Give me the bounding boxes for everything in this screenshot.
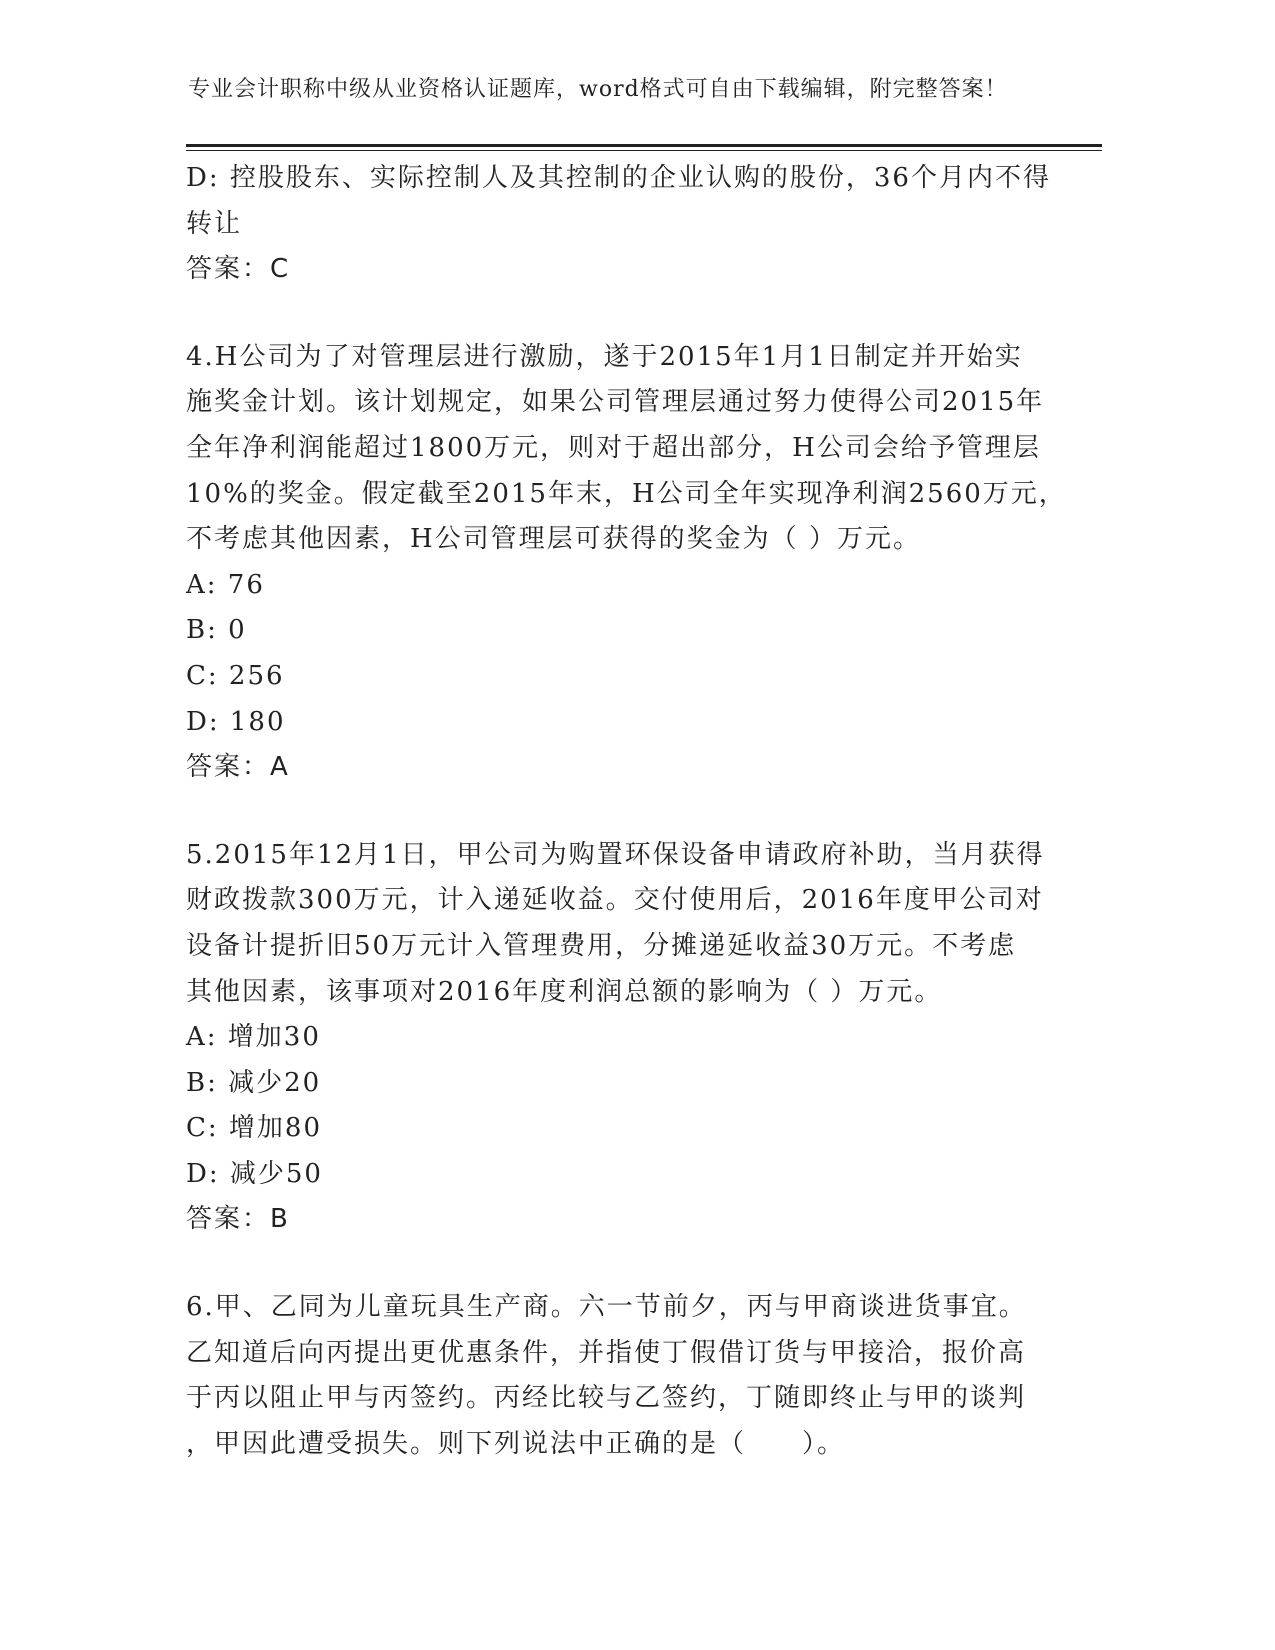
question-block [186,833,1066,1243]
document-body [186,156,1066,1467]
answer-line: 答案：B [186,1204,290,1235]
text-line: D: 控股股东、实际控制人及其控制的企业认购的股份，36个月内不得 [186,163,1051,193]
question-text-line: 设备计提折旧50万元计入管理费用，分摊递延收益30万元。不考虑 [186,930,1017,961]
option-line: A: 76 [186,569,265,600]
question-block [186,156,1066,293]
option-line: D: 减少50 [186,1158,323,1189]
page-header: 专业会计职称中级从业资格认证题库，word格式可自由下载编辑，附完整答案！ [188,77,1008,102]
spacer [186,293,1066,335]
option-line: B: 0 [186,615,247,646]
option-line: D: 180 [186,706,286,737]
option-line: A: 增加30 [186,1022,321,1053]
answer-line: 答案：C [186,254,291,285]
question-text-line: 不考虑其他因素，H公司管理层可获得的奖金为（ ）万元。 [186,524,921,555]
question-text-line: 乙知道后向丙提出更优惠条件，并指使丁假借订货与甲接洽，报价高 [186,1337,1027,1368]
question-text-line: 6.甲、乙同为儿童玩具生产商。六一节前夕，丙与甲商谈进货事宜。 [186,1292,1027,1323]
header-divider [186,144,1102,147]
question-text-line: 全年净利润能超过1800万元，则对于超出部分，H公司会给予管理层 [186,432,1041,463]
spacer [186,791,1066,833]
question-block [186,335,1066,791]
question-text-line: 10%的奖金。假定截至2015年末，H公司全年实现净利润2560万元， [186,478,1067,509]
question-text-line: 其他因素，该事项对2016年度利润总额的影响为（ ）万元。 [186,976,943,1007]
question-text-line: 施奖金计划。该计划规定，如果公司管理层通过努力使得公司2015年 [186,387,1045,418]
question-block [186,1285,1066,1467]
spacer [186,1243,1066,1285]
question-text-line: 5.2015年12月1日，甲公司为购置环保设备申请政府补助，当月获得 [186,839,1045,870]
option-line: C: 256 [186,660,285,691]
question-text-line: ，甲因此遭受损失。则下列说法中正确的是（ ）。 [186,1428,846,1459]
text-line: 转让 [186,208,243,239]
question-text-line: 4.H公司为了对管理层进行激励，遂于2015年1月1日制定并开始实 [186,341,1023,372]
question-text-line: 财政拨款300万元，计入递延收益。交付使用后，2016年度甲公司对 [186,885,1044,916]
option-line: C: 增加80 [186,1113,323,1144]
option-line: B: 减少20 [186,1067,322,1098]
question-text-line: 于丙以阻止甲与丙签约。丙经比较与乙签约，丁随即终止与甲的谈判 [186,1383,1027,1414]
answer-line: 答案：A [186,752,290,783]
